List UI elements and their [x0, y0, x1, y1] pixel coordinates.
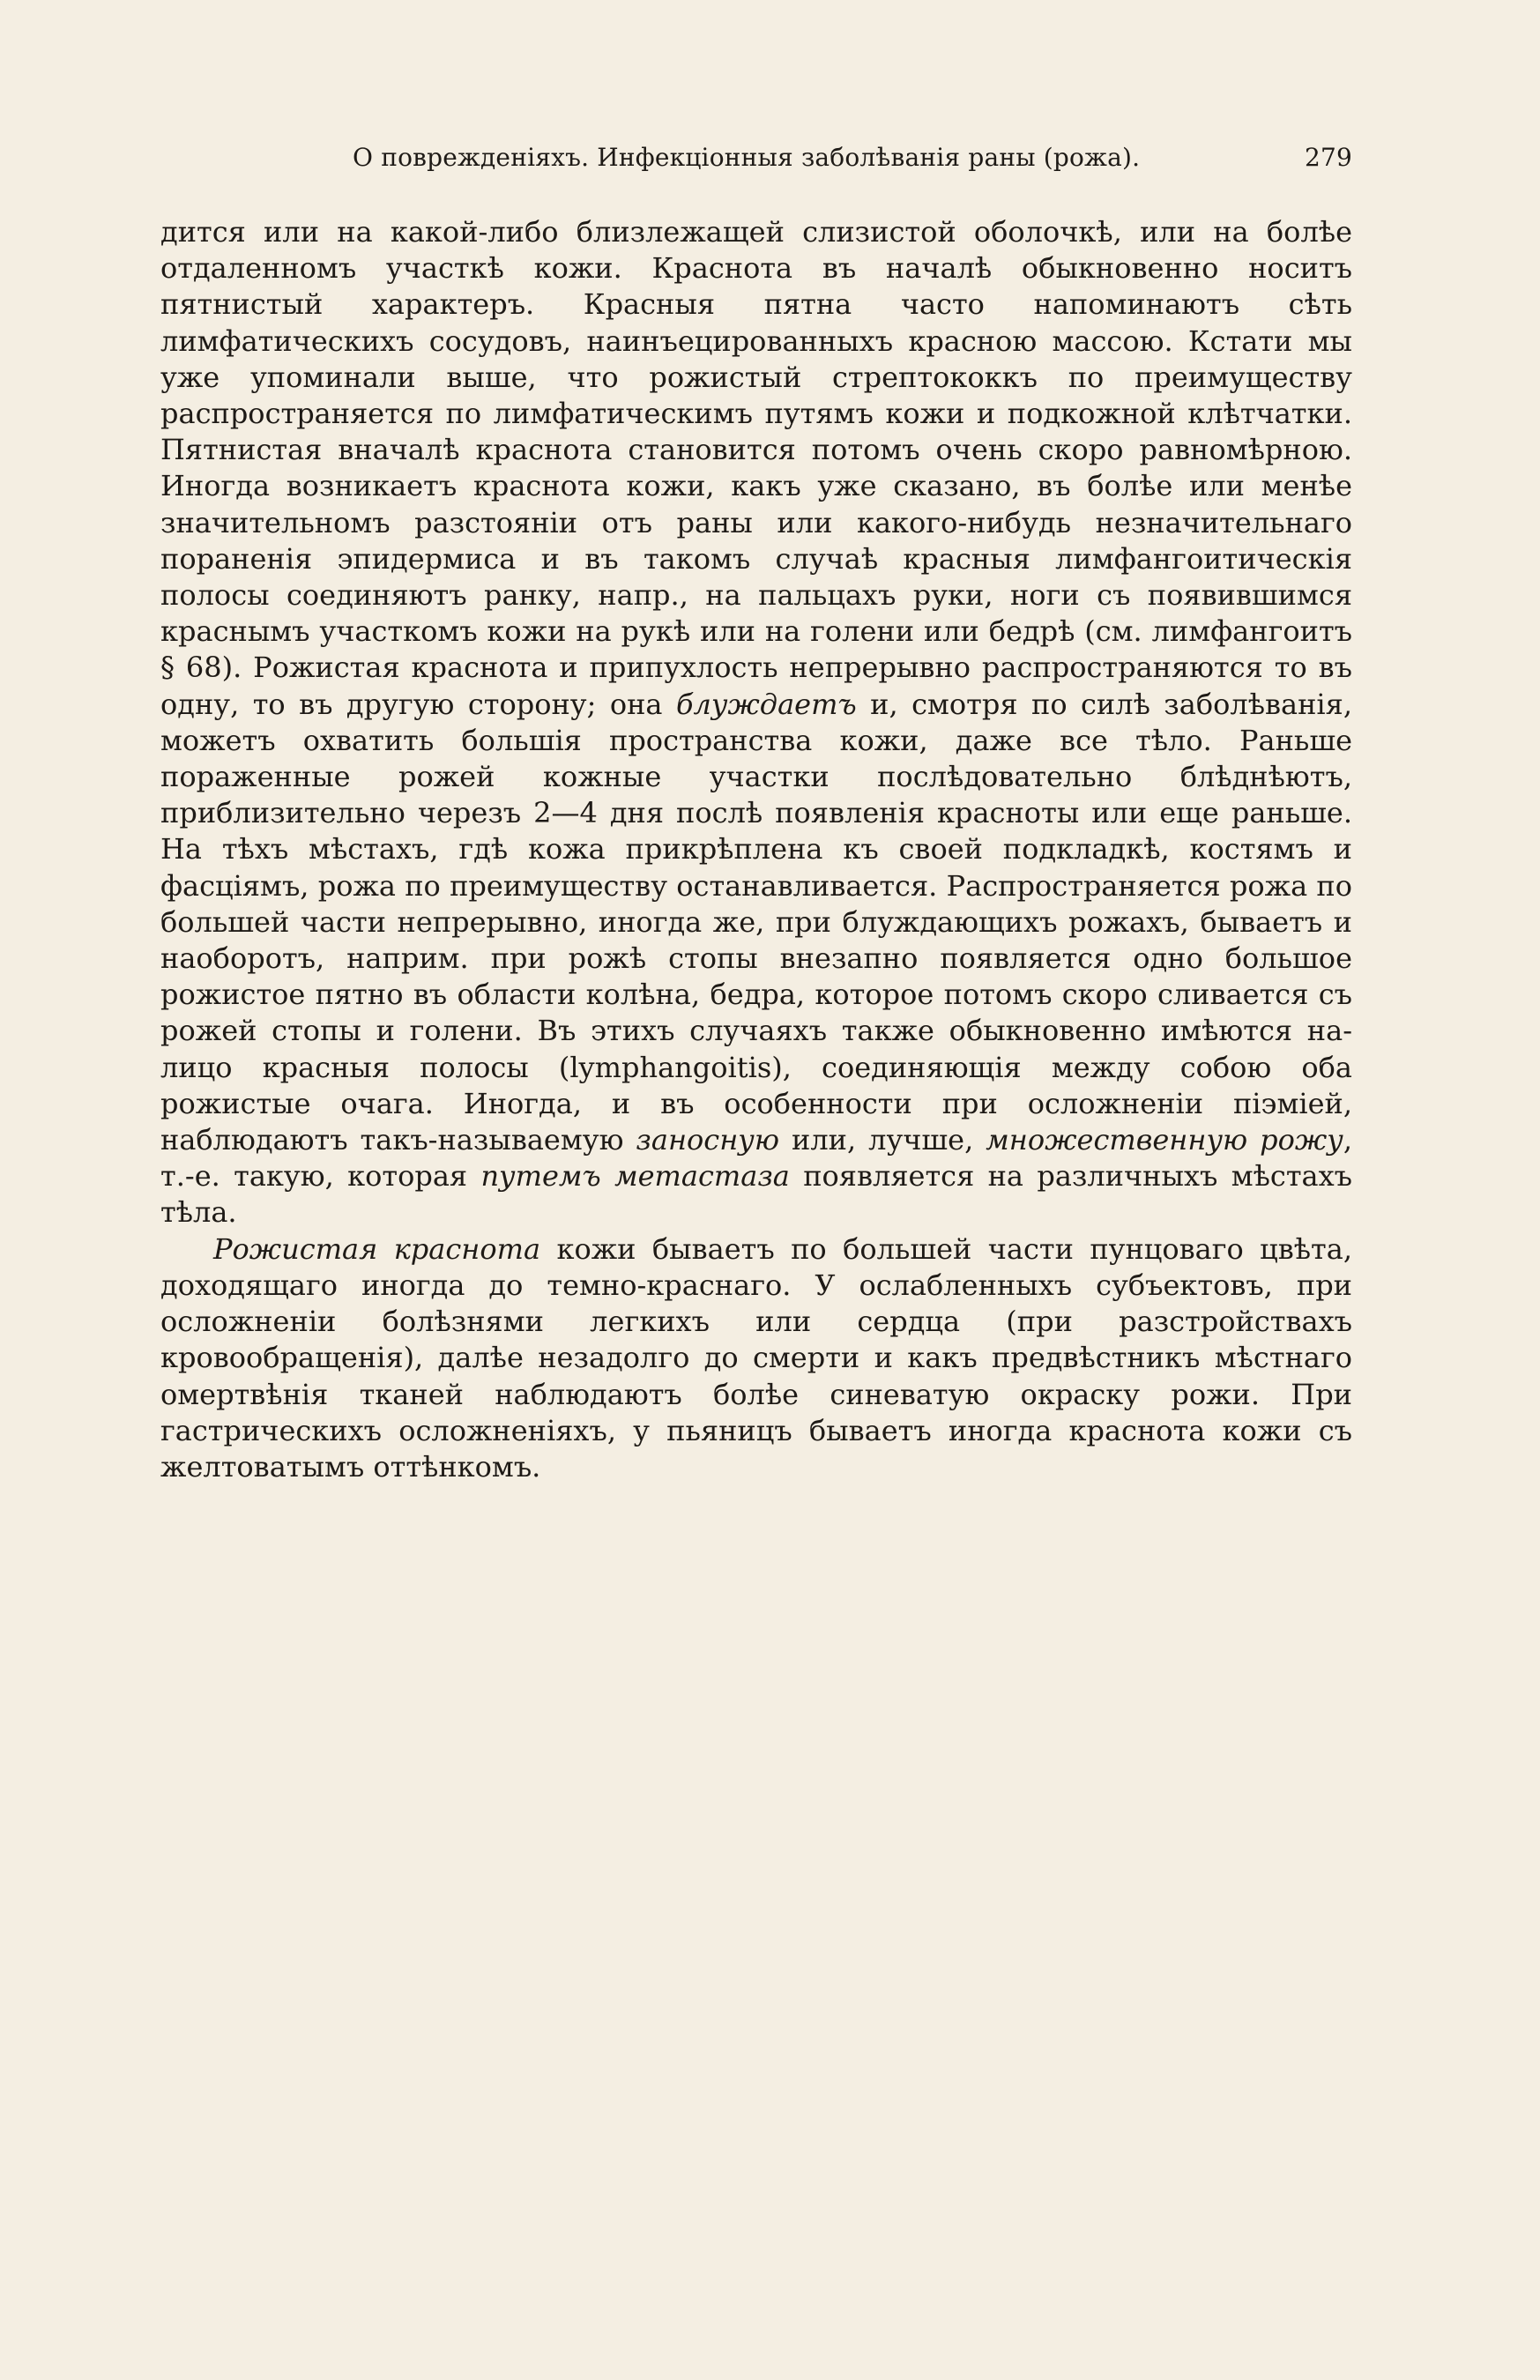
- italic-emphasis: путемъ метастаза: [480, 1159, 790, 1194]
- running-title: О поврежденіяхъ. Инфекціонныя заболѣванія раны (рожа).: [353, 143, 1141, 172]
- paragraph: [160, 214, 1352, 1231]
- text-run: , т.-е. такую, которая: [160, 1123, 1353, 1194]
- text-run: появляется на различныхъ мѣстахъ тѣла.: [160, 1159, 1353, 1230]
- text-run: или, лучше,: [779, 1123, 986, 1157]
- running-header: [160, 143, 1352, 182]
- text-run: кожи бываетъ по большей части пунцоваго цвѣта, доходящаго иногда до темно-краснаго. У ослабленныхъ субъектовъ, при осложненіи болѣзнями легкихъ или сердца (при разстройствахъ кровообращенія), далѣе незадолго до смерти и какъ предвѣстникъ мѣстнаго омертвѣнія тканей наблюдаютъ болѣе синеватую окраску рожи. При гастрическихъ осложненіяхъ, у пьяницъ бываетъ иногда краснота кожи съ желтоватымъ оттѣнкомъ.: [160, 1231, 1353, 1484]
- paragraph: [160, 1231, 1352, 1485]
- italic-emphasis: блуждаетъ: [675, 687, 857, 721]
- text-run: дится или на какой-либо близлежащей слизистой оболочкѣ, или на болѣе отдаленномъ участкѣ кожи. Краснота въ началѣ обыкновенно носитъ пятнистый характеръ. Красныя пятна часто напоминаютъ сѣть лимфатическихъ сосудовъ, наинъецированныхъ красною массою. Кстати мы уже упоминали выше, что рожистый стрептококкъ по преимуществу распространяется по лимфатическимъ путямъ кожи и подкожной клѣтчатки. Пятнистая вначалѣ краснота становится потомъ очень скоро равномѣрною. Иногда возникаетъ краснота кожи, какъ уже сказано, въ болѣе или менѣе значительномъ разстояніи отъ раны или какого-нибудь незначительнаго пораненія эпидермиса и въ такомъ случаѣ красныя лимфангоитическія полосы соединяютъ ранку, напр., на пальцахъ руки, ноги съ появившимся краснымъ участкомъ кожи на рукѣ или на голени или бедрѣ (см. лимфангоитъ § 68). Рожистая краснота и припухлость непрерывно распространяются то въ одну, то въ другую сторону; она: [160, 215, 1352, 721]
- text-run: и, смотря по силѣ заболѣванія, можетъ охватить большія пространства кожи, даже все тѣло. Раньше пораженные рожей кожные участки послѣдовательно блѣднѣютъ, приблизительно черезъ 2—4 дня послѣ появленія красноты или еще раньше. На тѣхъ мѣстахъ, гдѣ кожа прикрѣплена къ своей подкладкѣ, костямъ и фасціямъ, рожа по преимуществу останавливается. Распространяется рожа по большей части непрерывно, иногда же, при блуждающихъ рожахъ, бываетъ и наоборотъ, наприм. при рожѣ стопы внезапно появляется одно большое рожистое пятно въ области колѣна, бедра, которое потомъ скоро сливается съ рожей стопы и голени. Въ этихъ случаяхъ также обыкновенно имѣются на-лицо красныя полосы (lymphangoitis), соединяющія между собою оба рожистые очага. Иногда, и въ особенности при осложненіи піэміей, наблюдаютъ такъ-называемую: [160, 687, 1353, 1157]
- page-number: 279: [1304, 143, 1352, 172]
- body-text: [160, 214, 1352, 1485]
- italic-emphasis: Рожистая краснота: [213, 1231, 541, 1266]
- italic-emphasis: множественную рожу: [986, 1123, 1343, 1157]
- italic-emphasis: заносную: [636, 1123, 780, 1157]
